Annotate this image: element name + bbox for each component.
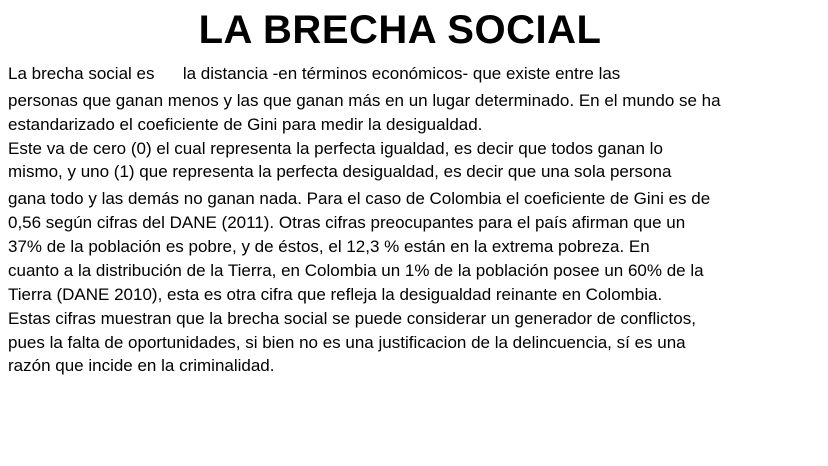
body-line: La brecha social es la distancia -en términos económicos- que existe entre las: [8, 64, 621, 83]
body-line: mismo, y uno (1) que representa la perfecta desigualdad, es decir que una sola persona: [8, 162, 672, 181]
body-line: Este va de cero (0) el cual representa la perfecta igualdad, es decir que todos ganan lo: [8, 139, 663, 158]
body-line: Estas cifras muestran que la brecha social se puede considerar un generador de conflictos,: [8, 309, 696, 328]
page-title: LA BRECHA SOCIAL: [198, 8, 602, 52]
body-line: estandarizado el coeficiente de Gini para medir la desigualdad.: [8, 115, 483, 134]
body-line: 37% de la población es pobre, y de éstos, el 12,3 % están en la extrema pobreza. En: [8, 237, 650, 256]
body-line: pues la falta de oportunidades, si bien no es una justificacion de la delincuencia, sí es una: [8, 333, 686, 352]
body-line: cuanto a la distribución de la Tierra, en Colombia un 1% de la población posee un 60% de la: [8, 261, 704, 280]
body-line: 0,56 según cifras del DANE (2011). Otras cifras preocupantes para el país afirman que un: [8, 213, 686, 232]
body-line: Tierra (DANE 2010), esta es otra cifra que refleja la desigualdad reinante en Colombia.: [8, 285, 663, 304]
body-line: personas que ganan menos y las que ganan más en un lugar determinado. En el mundo se ha: [8, 91, 721, 110]
body-line: razón que incide en la criminalidad.: [8, 356, 275, 375]
body-line: gana todo y las demás no ganan nada. Para el caso de Colombia el coeficiente de Gini es de: [8, 189, 711, 208]
